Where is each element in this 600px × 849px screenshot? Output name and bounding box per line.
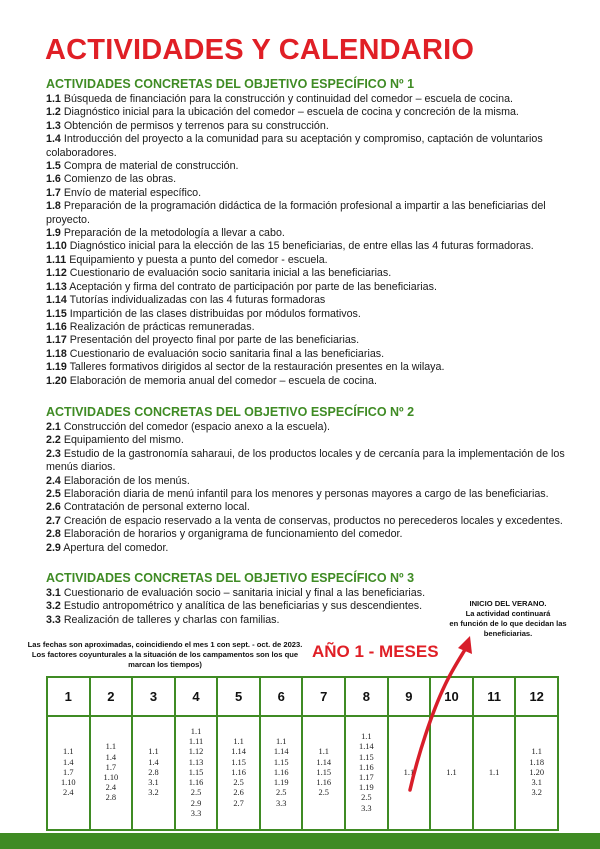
activity-number: 1.12	[46, 267, 67, 280]
objective-2-activity-list	[46, 421, 570, 555]
activity-item	[46, 133, 570, 160]
calendar-activity-code: 2.9	[190, 798, 202, 808]
activity-text: Construcción del comedor (espacio anexo a la escuela).	[63, 421, 330, 433]
month-header-cell: 12	[515, 677, 558, 716]
month-header-cell: 5	[217, 677, 260, 716]
month-header-cell: 6	[260, 677, 303, 716]
calendar-activity-code: 2.4	[63, 788, 74, 798]
activity-number: 2.1	[46, 421, 61, 433]
activity-text: Diagnóstico inicial para la ubicación del comedor – escuela de cocina y concreción de la misma.	[63, 106, 519, 119]
activity-text: Apertura del comedor.	[63, 541, 169, 554]
activity-text: Creación de espacio reservado a la venta de conservas, productos no perecederos locales y excedentes.	[63, 514, 563, 527]
calendar-activity-code: 1.13	[188, 757, 204, 767]
calendar-activity-code: 1.1	[148, 747, 159, 757]
calendar-activity-code: 1.14	[359, 742, 374, 752]
activity-item	[46, 515, 570, 528]
activity-text: Preparación de la metodología a llevar a cabo.	[63, 227, 285, 240]
month-header-cell: 7	[302, 677, 345, 716]
activity-number: 1.11	[46, 253, 67, 266]
month-header-cell: 11	[473, 677, 516, 716]
calendar-activity-code: 2.5	[233, 778, 244, 788]
summer-note-line: en función de lo que decidan las	[449, 619, 567, 628]
calendar-activity-code: 1.17	[359, 773, 374, 782]
summer-note-line: beneficiarias.	[483, 629, 533, 638]
calendar-activity-code: 1.1	[318, 747, 329, 757]
calendar-activity-code: 1.14	[231, 747, 246, 757]
activity-number: 3.2	[46, 600, 61, 613]
month-activities-cell	[132, 716, 175, 830]
activity-number: 2.6	[46, 501, 61, 514]
activity-text: Presentación del proyecto final por parte de las beneficiarias.	[69, 334, 360, 347]
calendar-activity-code: 1.1	[488, 767, 500, 777]
calendar-activity-code: 1.16	[273, 767, 289, 777]
activity-number: 2.3	[46, 447, 61, 460]
activity-item	[46, 475, 570, 488]
month-activities-cell	[302, 716, 345, 830]
activity-text: Preparación de la programación didáctica de la formación profesional a impartir a las beneficiarias del proyecto.	[46, 200, 546, 226]
activity-item	[46, 448, 570, 475]
activity-text: Equipamiento del mismo.	[63, 434, 184, 447]
activity-text: Compra de material de construcción.	[63, 160, 239, 173]
activity-number: 1.3	[46, 119, 61, 132]
activity-number: 3.3	[46, 613, 61, 626]
calendar-activity-code: 1.4	[105, 752, 117, 762]
activity-text: Comienzo de las obras.	[63, 173, 177, 186]
calendar-activity-code: 1.1	[275, 737, 287, 747]
activity-number: 1.8	[46, 200, 61, 213]
calendar-month-row	[47, 677, 558, 716]
year-months-label: AÑO 1 - MESES	[312, 642, 439, 661]
activity-number: 1.10	[46, 240, 67, 253]
activity-number: 1.5	[46, 160, 61, 173]
activity-item	[46, 187, 570, 200]
page-title: ACTIVIDADES Y CALENDARIO	[45, 34, 475, 66]
activity-text: Estudio de la gastronomía saharaui, de los productos locales y de cercanía para la implementación de los menús diarios.	[46, 447, 565, 474]
calendar-activity-code: 1.4	[148, 757, 159, 767]
calendar-activity-code: 1.1	[105, 742, 117, 752]
calendar-activity-code: 2.5	[275, 788, 287, 798]
activity-text: Estudio antropométrico y analítica de las beneficiarias y sus descendientes.	[63, 600, 423, 613]
calendar-activity-code: 1.1	[361, 732, 372, 742]
month-activities-cell	[388, 716, 431, 830]
calendar-activity-code: 1.16	[316, 778, 332, 788]
activity-text: Elaboración diaria de menú infantil para los menores y personas mayores a cargo de las beneficiarias.	[63, 488, 549, 501]
month-header-cell: 10	[430, 677, 473, 716]
activity-text: Equipamiento y puesta a punto del comedor - escuela.	[69, 253, 328, 266]
calendar-activity-code: 3.3	[361, 803, 372, 813]
activity-item	[46, 227, 570, 240]
activity-item	[46, 488, 570, 501]
activity-item	[46, 321, 570, 334]
calendar-activity-code: 1.15	[231, 757, 246, 767]
activity-item	[46, 240, 570, 253]
activity-text: Cuestionario de evaluación socio sanitaria inicial a las beneficiarias.	[69, 267, 392, 280]
activity-number: 1.20	[46, 374, 67, 387]
activity-item	[46, 160, 570, 173]
activity-text: Envío de material específico.	[63, 186, 202, 199]
month-header-cell: 2	[90, 677, 133, 716]
activity-number: 1.14	[46, 294, 67, 307]
calendar-activity-code: 1.1	[403, 767, 415, 777]
calendar-activity-code: 1.16	[359, 762, 374, 772]
month-header-cell: 1	[47, 677, 90, 716]
activity-text: Diagnóstico inicial para la elección de las 15 beneficiarias, de entre ellas las 4 futuras formadoras.	[69, 240, 534, 253]
activity-text: Introducción del proyecto a la comunidad para su aceptación y compromiso, captación de voluntarios colaboradores.	[46, 133, 543, 159]
activity-number: 1.15	[46, 307, 67, 320]
month-header-cell: 8	[345, 677, 388, 716]
calendar-activity-code: 2.4	[105, 783, 117, 793]
dates-disclaimer-note: Las fechas son aproximadas, coincidiendo el mes 1 con sept. - oct. de 2023. Los factores coyunturales a la situación de los campamentos son los que marcan los tiempos)	[27, 640, 303, 669]
calendar-activity-code: 1.1	[190, 727, 202, 737]
month-activities-cell	[90, 716, 133, 830]
calendar-activity-code: 2.8	[105, 793, 117, 803]
activity-item	[46, 434, 570, 447]
calendar-activity-code: 2.5	[318, 788, 329, 798]
month-activities-cell	[430, 716, 473, 830]
activity-item	[46, 542, 570, 555]
summer-start-note	[432, 599, 584, 639]
month-activities-cell	[217, 716, 260, 830]
objective-1-heading: ACTIVIDADES CONCRETAS DEL OBJETIVO ESPECÍFICO Nº 1	[46, 77, 415, 91]
calendar-activity-code: 1.12	[188, 747, 204, 757]
activity-number: 2.5	[46, 488, 61, 501]
activity-text: Contratación de personal externo local.	[63, 501, 250, 514]
calendar-activity-code: 1.1	[63, 747, 74, 757]
calendar-activity-code: 2.5	[190, 788, 202, 798]
calendar-activity-code: 1.15	[359, 752, 374, 762]
activity-number: 1.7	[46, 186, 61, 199]
month-header-cell: 3	[132, 677, 175, 716]
activity-item	[46, 421, 570, 434]
activity-text: Cuestionario de evaluación socio – sanitaria inicial y final a las beneficiarias.	[63, 587, 426, 599]
calendar-activity-code: 3.2	[148, 788, 159, 798]
calendar-activity-code: 1.7	[63, 767, 74, 777]
activity-item	[46, 200, 570, 227]
calendar-activity-code: 1.11	[188, 737, 204, 747]
activity-number: 1.13	[46, 280, 67, 293]
activity-number: 1.16	[46, 320, 67, 333]
activity-number: 1.19	[46, 361, 67, 374]
activity-number: 2.8	[46, 528, 61, 541]
activity-text: Tutorías individualizadas con las 4 futuras formadoras	[69, 294, 326, 307]
calendar-activity-code: 1.18	[529, 757, 544, 767]
calendar-activity-code: 2.5	[361, 793, 372, 803]
activity-text: Impartición de las clases distribuidas por módulos formativos.	[69, 307, 361, 320]
activity-item	[46, 348, 570, 361]
calendar-activity-code: 1.19	[273, 778, 289, 788]
activity-text: Búsqueda de financiación para la construcción y continuidad del comedor – escuela de cocina.	[63, 93, 514, 105]
activity-text: Elaboración de los menús.	[63, 474, 190, 487]
calendar-activity-code: 3.1	[148, 778, 159, 788]
activity-text: Obtención de permisos y terrenos para su construcción.	[63, 119, 329, 132]
summer-note-line: INICIO DEL VERANO.	[469, 599, 547, 608]
activity-text: Aceptación y firma del contrato de participación por parte de las beneficiarias.	[69, 280, 437, 293]
objective-2-section	[46, 405, 570, 555]
calendar-activity-code: 1.1	[233, 737, 244, 747]
calendar-activity-code: 1.7	[105, 762, 117, 772]
month-activities-cell	[175, 716, 218, 830]
activity-item	[46, 120, 570, 133]
activity-number: 2.9	[46, 541, 61, 554]
objective-2-heading: ACTIVIDADES CONCRETAS DEL OBJETIVO ESPECÍFICO Nº 2	[46, 405, 415, 419]
calendar-activity-code: 1.15	[188, 767, 204, 777]
month-activities-cell	[345, 716, 388, 830]
objective-1-activity-list	[46, 93, 570, 388]
activity-item	[46, 361, 570, 374]
activity-number: 2.4	[46, 474, 61, 487]
activity-item	[46, 528, 570, 541]
calendar-activity-code: 1.20	[529, 767, 544, 777]
activity-number: 1.9	[46, 227, 61, 240]
calendar-activity-code: 2.8	[148, 767, 159, 777]
calendar-activity-code: 1.1	[531, 747, 542, 757]
activity-number: 2.2	[46, 434, 61, 447]
calendar-activity-code: 1.16	[231, 767, 246, 777]
calendar-activity-code: 2.7	[233, 798, 244, 808]
activity-item	[46, 93, 570, 106]
objective-3-heading: ACTIVIDADES CONCRETAS DEL OBJETIVO ESPECÍFICO Nº 3	[46, 571, 415, 585]
calendar-activity-code: 1.16	[188, 778, 204, 788]
activity-number: 2.7	[46, 514, 61, 527]
activity-number: 3.1	[46, 587, 61, 599]
activity-item	[46, 106, 570, 119]
activity-number: 1.6	[46, 173, 61, 186]
activity-number: 1.17	[46, 334, 67, 347]
calendar-activity-code: 1.15	[316, 767, 332, 777]
activity-number: 1.1	[46, 93, 61, 105]
activity-item	[46, 267, 570, 280]
summer-note-line: La actividad continuará	[465, 609, 551, 618]
activity-text: Realización de prácticas remuneradas.	[69, 320, 255, 333]
calendar-activity-code: 1.10	[103, 773, 119, 782]
calendar-activity-code: 1.1	[446, 767, 457, 777]
calendar-table	[46, 676, 559, 831]
activity-item	[46, 254, 570, 267]
activity-number: 1.18	[46, 347, 67, 360]
activity-text: Talleres formativos dirigidos al sector de la restauración presentes en la wilaya.	[69, 361, 445, 374]
calendar-activity-code: 3.3	[275, 798, 287, 808]
calendar-activity-code: 3.3	[190, 808, 202, 818]
calendar-activity-code: 3.1	[531, 778, 542, 788]
calendar-activity-code: 2.6	[233, 788, 244, 798]
activity-text: Elaboración de horarios y organigrama de funcionamiento del comedor.	[63, 528, 403, 541]
calendar-activity-code: 1.10	[60, 778, 76, 788]
activity-item	[46, 173, 570, 186]
calendar-activity-code: 1.4	[63, 757, 74, 767]
activity-text: Cuestionario de evaluación socio sanitaria final a las beneficiarias.	[69, 347, 385, 360]
month-activities-cell	[515, 716, 558, 830]
activity-item	[46, 294, 570, 307]
month-header-cell: 9	[388, 677, 431, 716]
activity-item	[46, 501, 570, 514]
calendar-activity-code: 3.2	[531, 788, 542, 798]
objective-1-section	[46, 77, 570, 388]
calendar-activity-row	[47, 716, 558, 830]
activity-item	[46, 375, 570, 388]
activity-item	[46, 334, 570, 347]
activity-text: Elaboración de memoria anual del comedor – escuela de cocina.	[69, 374, 377, 387]
calendar-activity-code: 1.19	[359, 783, 374, 793]
activity-text: Realización de talleres y charlas con familias.	[63, 613, 280, 626]
month-activities-cell	[473, 716, 516, 830]
footer-green-bar	[0, 833, 600, 849]
calendar-activity-code: 1.14	[273, 747, 289, 757]
month-activities-cell	[47, 716, 90, 830]
calendar-activity-code: 1.14	[316, 757, 332, 767]
month-activities-cell	[260, 716, 303, 830]
calendar-activity-code: 1.15	[273, 757, 289, 767]
activity-item	[46, 308, 570, 321]
activity-item	[46, 281, 570, 294]
month-header-cell: 4	[175, 677, 218, 716]
activity-number: 1.2	[46, 106, 61, 119]
activity-number: 1.4	[46, 133, 61, 146]
